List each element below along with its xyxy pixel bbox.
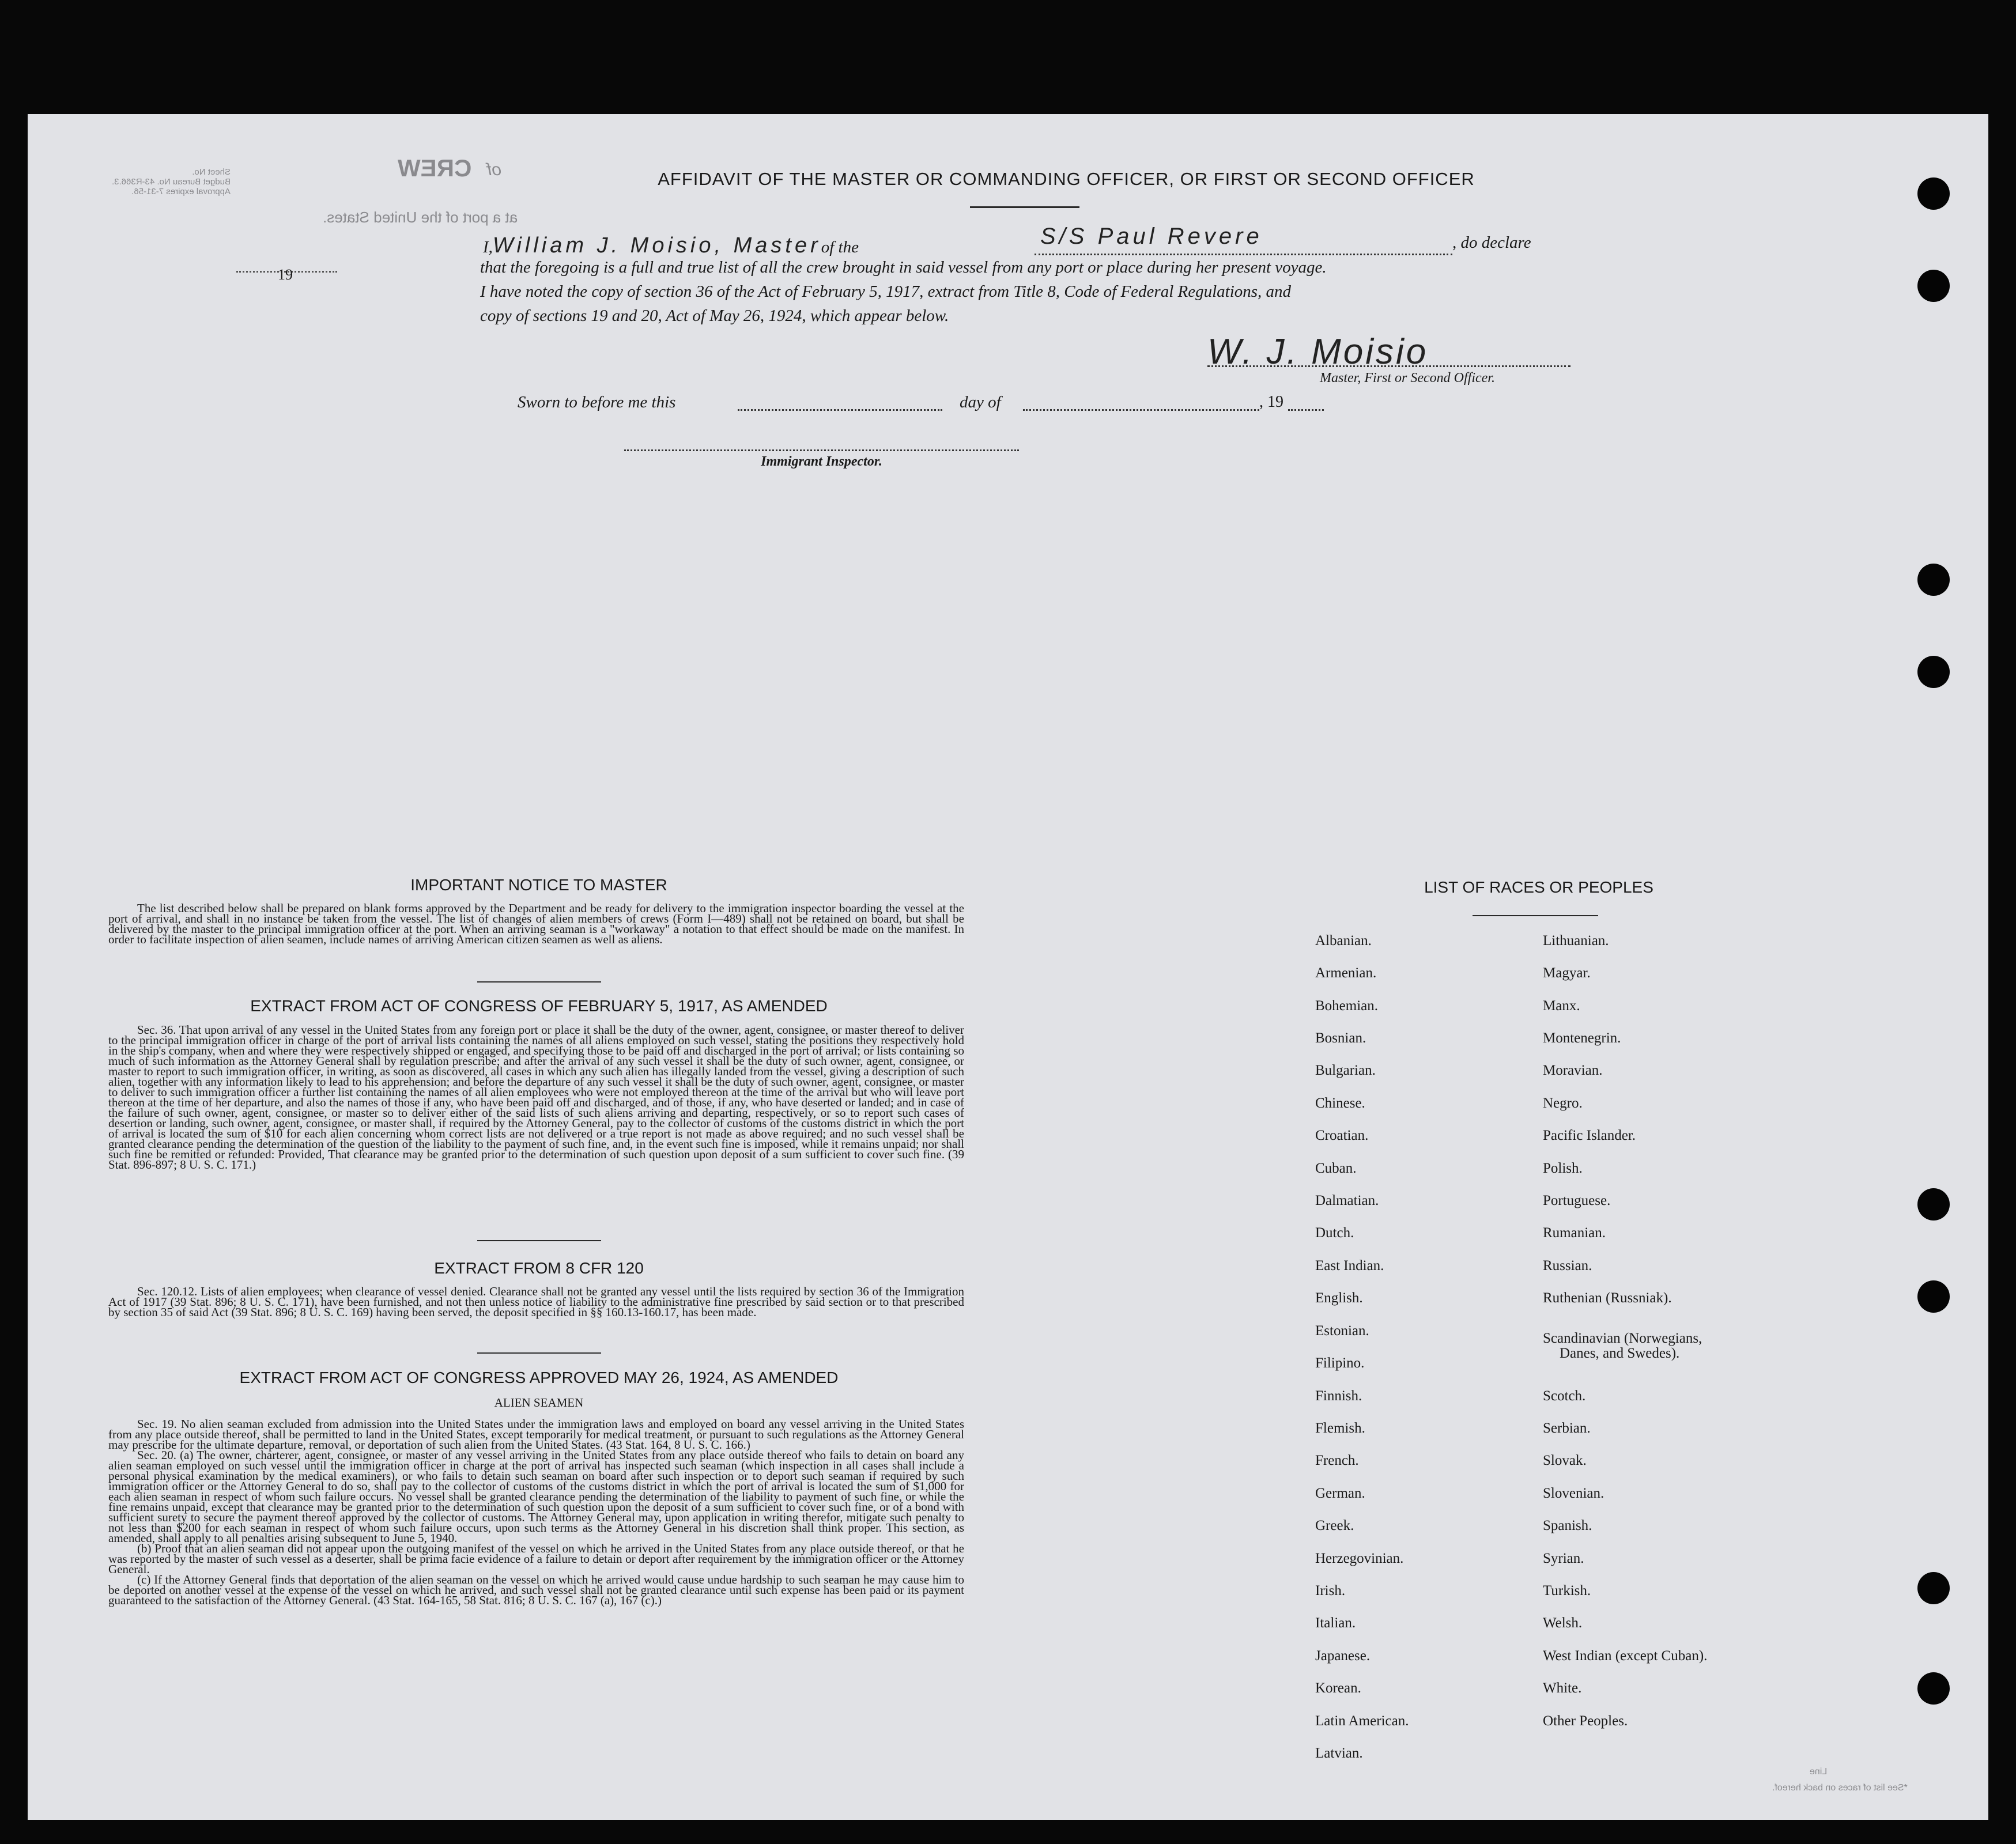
extract-cfr-body: Sec. 120.12. Lists of alien employees; when clearance of vessel denied. Clearance shall not be granted any vessel until the lists required by section 36 of the Immigration Act of 1917 (39 Stat. 896; 8 U. S. C. 171), have been furnished, and not then unless notice of liability to the administrative fine prescribed by said section or to that prescribed by section 35 of said Act (39 Stat. 896; 8 U. S. C. 169) having been served, the deposit specified in §§ 160.13-160.17, has been made. [108, 1284, 964, 1319]
race-right: Slovak. [1543, 1453, 1587, 1468]
sworn-day-blank [738, 409, 942, 411]
bleed-crew: CREW [398, 154, 472, 182]
race-left: Italian. [1315, 1615, 1356, 1631]
bleed-sheet-info: Sheet No. Budget Bureau No. 43-R366.3. Approval expires 7-31-56. [112, 167, 231, 197]
race-left: Cuban. [1315, 1161, 1357, 1176]
race-right: Portuguese. [1543, 1193, 1611, 1208]
races-title: LIST OF RACES OR PEOPLES [1424, 878, 1653, 896]
race-left: Japanese. [1315, 1648, 1371, 1664]
race-right: Scandinavian (Norwegians, [1543, 1331, 1702, 1346]
race-left: Chinese. [1315, 1095, 1365, 1111]
race-left: Latin American. [1315, 1713, 1409, 1729]
race-left: Armenian. [1315, 965, 1377, 981]
race-left: Croatian. [1315, 1128, 1369, 1143]
race-right: Spanish. [1543, 1518, 1592, 1533]
race-right: Ruthenian (Russniak). [1543, 1290, 1672, 1306]
race-right: Turkish. [1543, 1583, 1591, 1599]
sworn-year-blank [1288, 409, 1324, 411]
race-right: Pacific Islander. [1543, 1128, 1636, 1143]
signature-line [1207, 365, 1570, 367]
vessel-blank [1035, 254, 1452, 255]
binder-hole [1917, 1572, 1950, 1604]
sec-20a: Sec. 20. (a) The owner, charterer, agent, consignee, or master of any vessel arriving in the United States from any place outside thereof who fails to detain on board any alien seaman employed on such vessel until the immigration officer in charge at the port of arrival has inspected such seaman (which inspection in all cases shall include a personal physical examination by the medical examiners), or who fails to detain such seaman on board after such inspection or to deport such seaman if required by such immigration officer or the Attorney General to do so, shall pay to the collector of customs of the customs district in which the port of arrival is located the sum of $1,000 for each alien seaman in respect of whom such failure occurs. No vessel shall be granted clearance pending the determination of the liability to payment of such fine, or while the fine remains unpaid, except that clearance may be granted prior to the determination of such question upon the deposit of a sum sufficient to cover such fine, or of a bond with sufficient surety to secure the payment thereof approved by the collector of customs. The Attorney General may, upon application in writing therefor, mitigate such penalty to not less than $200 for each seaman in respect of whom such failure occurs, upon such terms as the Attorney General in his discretion shall think proper. This section, as amended, shall apply to all penalties arising subsequent to June 5, 1940. [108, 1448, 964, 1545]
race-right: Other Peoples. [1543, 1713, 1628, 1729]
notice-title: IMPORTANT NOTICE TO MASTER [410, 876, 667, 894]
extract-1917-title: EXTRACT FROM ACT OF CONGRESS OF FEBRUARY 5, 1917, AS AMENDED [250, 997, 828, 1015]
race-right: Negro. [1543, 1095, 1583, 1111]
declaration-line-3: I have noted the copy of section 36 of the Act of February 5, 1917, extract from Title 8, Code of Federal Regulations, and [480, 282, 1292, 301]
binder-hole [1917, 1188, 1950, 1220]
affidavit-title: AFFIDAVIT OF THE MASTER OR COMMANDING OFFICER, OR FIRST OR SECOND OFFICER [658, 169, 1475, 189]
race-left: Filipino. [1315, 1355, 1365, 1371]
race-left: Korean. [1315, 1680, 1361, 1696]
sworn-month-blank [1023, 409, 1259, 411]
race-right: Syrian. [1543, 1551, 1584, 1566]
race-right: Scotch. [1543, 1388, 1586, 1404]
race-right: Manx. [1543, 998, 1580, 1014]
sec-20b: (b) Proof that an alien seaman did not appear upon the outgoing manifest of the vessel on which he arrived in the United States from any place outside thereof, or that he was reported by the master of such vessel as a deserter, shall be prima facie evidence of a failure to detain or deport after requirement by the immigration officer or the Attorney General. [108, 1541, 964, 1576]
race-left: Flemish. [1315, 1420, 1365, 1436]
race-left: Irish. [1315, 1583, 1346, 1599]
race-right: West Indian (except Cuban). [1543, 1648, 1708, 1664]
race-right: Magyar. [1543, 965, 1591, 981]
divider-rule [477, 1240, 601, 1241]
race-right: Danes, and Swedes). [1560, 1346, 1680, 1361]
race-left: Latvian. [1315, 1745, 1363, 1761]
day-of-label: day of [960, 393, 1001, 411]
extract-1924-body [108, 1419, 964, 1605]
binder-hole [1917, 1672, 1950, 1705]
inspector-signature-line [624, 449, 1019, 451]
race-right: Russian. [1543, 1258, 1592, 1274]
race-left: Greek. [1315, 1518, 1354, 1533]
declaration-end: , do declare [1452, 233, 1531, 252]
date-prefix: 19 [278, 266, 293, 283]
binder-hole [1917, 1280, 1950, 1313]
vessel-name: S/S Paul Revere [1040, 224, 1263, 249]
race-left: Bosnian. [1315, 1030, 1366, 1046]
year-prefix: , 19 [1259, 393, 1283, 411]
declaration-line-2: that the foregoing is a full and true list of all the crew brought in said vessel from any port or place during her present voyage. [480, 258, 1327, 277]
race-left: Dutch. [1315, 1225, 1354, 1241]
race-left: Herzegovinian. [1315, 1551, 1404, 1566]
race-right: Polish. [1543, 1161, 1583, 1176]
race-left: East Indian. [1315, 1258, 1384, 1274]
race-left: Albanian. [1315, 933, 1372, 949]
bleed-of: of [487, 160, 502, 179]
bleed-line: Line [1810, 1767, 1828, 1777]
race-right: Lithuanian. [1543, 933, 1609, 949]
race-left: Dalmatian. [1315, 1193, 1379, 1208]
binder-hole [1917, 656, 1950, 688]
bleed-races-note: *See list of races on back hereof. [1772, 1783, 1908, 1793]
binder-hole [1917, 177, 1950, 210]
races-rule [1473, 915, 1598, 916]
sec-20c: (c) If the Attorney General finds that deportation of the alien seaman on the vessel on which he arrived would cause undue hardship to such seaman he may cause him to be deported on another vessel at the expense of the vessel on which he arrived, and such vessel shall not be granted clearance until such expense has been paid or its payment guaranteed to the satisfaction of the Attorney General. (43 Stat. 164-165, 58 Stat. 816; 8 U. S. C. 167 (a), 167 (c).) [108, 1573, 964, 1607]
binder-hole [1917, 564, 1950, 596]
bleed-port: at a port of the United States. [323, 209, 518, 226]
extract-1924-title: EXTRACT FROM ACT OF CONGRESS APPROVED MAY 26, 1924, AS AMENDED [239, 1369, 839, 1386]
extract-cfr-title: EXTRACT FROM 8 CFR 120 [434, 1259, 644, 1277]
race-left: German. [1315, 1486, 1365, 1501]
race-right: Welsh. [1543, 1615, 1583, 1631]
race-right: White. [1543, 1680, 1582, 1696]
divider-rule [477, 981, 601, 983]
title-rule [970, 206, 1079, 208]
race-left: Finnish. [1315, 1388, 1362, 1404]
inspector-label: Immigrant Inspector. [761, 454, 882, 469]
race-left: Bulgarian. [1315, 1063, 1376, 1078]
race-left: English. [1315, 1290, 1363, 1306]
race-left: Bohemian. [1315, 998, 1379, 1014]
race-right: Serbian. [1543, 1420, 1591, 1436]
race-right: Rumanian. [1543, 1225, 1606, 1241]
declaration-line-1: I,William J. Moisio, Masterof the [483, 233, 859, 258]
race-right: Montenegrin. [1543, 1030, 1621, 1046]
alien-seamen-subtitle: ALIEN SEAMEN [494, 1396, 584, 1410]
race-left: Estonian. [1315, 1323, 1369, 1339]
signature-label: Master, First or Second Officer. [1320, 371, 1495, 386]
declaration-line-4: copy of sections 19 and 20, Act of May 26, 1924, which appear below. [480, 307, 949, 325]
extract-1917-body: Sec. 36. That upon arrival of any vessel in the United States from any foreign port or place it shall be the duty of the owner, agent, consignee, or master thereof to deliver to the principal immigration officer in charge of the port of arrival lists containing the names of all aliens employed on such vessel, stating the positions they respectively hold in the ship's company, when and where they were respectively shipped or engaged, and specifying those to be paid off and discharged in the port of arrival; or lists containing so much of such information as the Attorney General shall by regulation prescribe; and after the arrival of any such vessel it shall be the duty of such owner, agent, consignee, or master to report to such immigration officer, in writing, as soon as discovered, all cases in which any such alien has illegally landed from the vessel, giving a description of such alien, together with any information likely to lead to his apprehension; and before the departure of any such vessel it shall be the duty of such owner, agent, consignee, or master to deliver to such immigration officer a further list containing the names of all alien employees who were not employed thereon at the time of the arrival but who will leave port thereon at the time of her departure, and also the names of those if any, who have been paid off and discharged, and of those, if any, who have deserted or landed; and in case of the failure of such owner, agent, consignee, or master so to deliver either of the said lists of such aliens arriving and departing, respectively, or so to report such cases of desertion or landing, such owner, agent, consignee, or master shall, if required by the Attorney General, pay to the collector of customs of the customs district in which the port of arrival is located the sum of $10 for each alien concerning whom correct lists are not delivered or a true report is not made as above required; and no such vessel shall be granted clearance pending the determination of the question of the liability to the payment of such fine, and, in the event such fine is imposed, while it remains unpaid; nor shall such fine be remitted or refunded: Provided, That clearance may be granted prior to the determination of such question upon deposit of a sum sufficient to cover such fine. (39 Stat. 896-897; 8 U. S. C. 171.) [108, 1023, 964, 1172]
race-left: French. [1315, 1453, 1359, 1468]
sworn-label: Sworn to before me this [518, 393, 676, 411]
master-name: William J. Moisio, Master [492, 233, 821, 258]
master-signature: W. J. Moisio [1207, 332, 1429, 372]
sec-19: Sec. 19. No alien seaman excluded from admission into the United States under the immigration laws and employed on board any vessel arriving in the United States from any place outside thereof, shall be permitted to land in the United States, except temporarily for medical treatment, or pursuant to such regulations as the Attorney General may prescribe for the ultimate departure, removal, or deportation of such alien from the United States. (43 Stat. 164, 8 U. S. C. 166.) [108, 1417, 964, 1452]
divider-rule [477, 1352, 601, 1354]
race-right: Moravian. [1543, 1063, 1603, 1078]
race-right: Slovenian. [1543, 1486, 1605, 1501]
binder-hole [1917, 270, 1950, 302]
notice-body: The list described below shall be prepared on blank forms approved by the Department and be ready for delivery to the immigration inspector boarding the vessel at the port of arrival, and shall in no instance be taken from the vessel. The list of changes of alien members of crews (Form I—489) shall not be retained on board, but shall be delivered by the master to the principal immigration officer at the port. When an arriving seaman is a "workaway" a notation to that effect should be made on the manifest. In order to facilitate inspection of alien seamen, include names of arriving American citizen seamen as well as aliens. [108, 901, 964, 946]
